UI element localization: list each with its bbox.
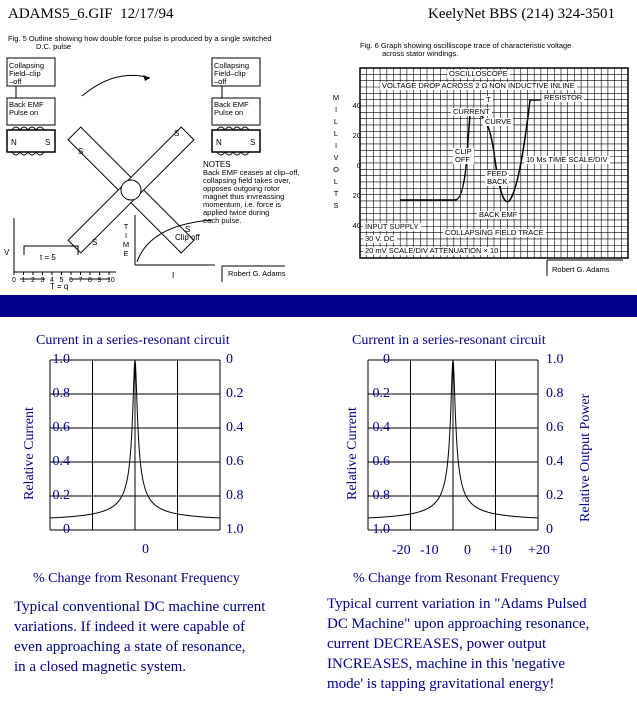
- osc-feedback-line: FEED: [487, 169, 508, 178]
- fig6-ytick-40a: 40: [352, 101, 361, 110]
- left-chart-right-tick: 0.6: [226, 454, 244, 469]
- left-chart-left-tick: 0.4: [52, 454, 70, 469]
- right-chart-right-tick: 0.2: [546, 488, 564, 503]
- left-label2-line: Back EMF: [9, 100, 44, 109]
- osc-current: CURRENT: [453, 107, 490, 116]
- right-chart-left-tick: 0.8: [372, 488, 390, 503]
- step-tick-label: 1: [21, 277, 26, 284]
- left-chart-xlabel: % Change from Resonant Frequency: [33, 571, 240, 586]
- right-text-line: DC Machine" upon approaching resonance,: [327, 616, 590, 632]
- right-chart-xtick: 0: [464, 543, 471, 558]
- rotor-pole-s-se: S: [185, 225, 191, 234]
- step-tick-label: 6: [69, 277, 73, 284]
- left-chart-right-tick: 0.8: [226, 488, 244, 503]
- fig6-ytick-20b: 20: [352, 191, 361, 200]
- bbs-phone: KeelyNet BBS (214) 324-3501: [428, 6, 616, 22]
- notes-title: NOTES: [203, 160, 231, 169]
- step-tick-label: 8: [88, 277, 92, 284]
- right-chart-ylabel-right: Relative Output Power: [578, 393, 593, 522]
- osc-curve: CURVE: [485, 117, 512, 126]
- right-text-line: INCREASES, machine in this 'negative: [327, 656, 566, 672]
- filename: [8, 6, 173, 23]
- osc-timescale: 10 Ms TIME SCALE/DIV: [526, 155, 608, 164]
- osc-voltage-drop: VOLTAGE DROP ACROSS 2 Ω NON INDUCTIVE INLINE: [382, 81, 575, 90]
- fig6-ytick-40b: 40: [352, 221, 361, 230]
- fig5-caption-line2: D.C. pulse: [36, 42, 72, 51]
- right-chart-xtick: -10: [420, 543, 439, 558]
- right-chart-title: Current in a series-resonant circuit: [352, 333, 546, 348]
- left-chart-xtick-0: 0: [142, 542, 149, 557]
- osc-input-supply: INPUT SUPPLY: [365, 222, 419, 231]
- notes-line: each pulse.: [203, 216, 242, 225]
- ylabel-letter: M: [332, 93, 340, 102]
- right-chart-xlabel: % Change from Resonant Frequency: [353, 571, 560, 586]
- ylabel-letter: I: [334, 141, 338, 150]
- left-pole-s: S: [45, 138, 51, 147]
- ylabel-letter: S: [333, 201, 339, 210]
- osc-clipoff-line: OFF: [455, 155, 470, 164]
- left-chart-text: [14, 597, 314, 677]
- ylabel-letter: T: [333, 189, 339, 198]
- ylabel-letter: V: [333, 153, 339, 162]
- left-chart-right-tick: 1.0: [226, 522, 244, 537]
- osc-title: OSCILLOSCOPE: [449, 69, 508, 78]
- left-chart-right-tick: 0.2: [226, 386, 244, 401]
- left-chart-title: Current in a series-resonant circuit: [36, 333, 230, 348]
- time-vertical-label: T I M E: [122, 222, 130, 258]
- right-chart-left-tick: 0.2: [372, 386, 390, 401]
- osc-feedback-line: BACK: [487, 177, 508, 186]
- step-tick-label: 0: [12, 277, 16, 284]
- right-chart-right-tick: 0.4: [546, 454, 564, 469]
- fig5-notes: [203, 161, 313, 225]
- step-graph-v: V: [4, 248, 10, 257]
- right-pole-n: N: [216, 138, 222, 147]
- osc-clipoff-line: CLIP: [455, 147, 472, 156]
- left-chart-left-tick: 0: [63, 522, 70, 537]
- notes-line: momentum, i.e. force is: [203, 200, 281, 209]
- left-backemf-label: [9, 101, 57, 117]
- right-backemf-label: [214, 101, 262, 117]
- left-label-line: –off: [9, 77, 22, 86]
- right-label2-line: Pulse on: [214, 108, 244, 117]
- ylabel-letter: L: [333, 177, 339, 186]
- right-chart-xtick: -20: [392, 543, 411, 558]
- rotor-hub: [121, 180, 141, 200]
- left-text-line: in a closed magnetic system.: [14, 659, 187, 675]
- right-text-line: mode' is tapping gravitational energy!: [327, 676, 555, 692]
- rotor-pole-s-nw: S: [78, 147, 84, 156]
- fig6-caption-line1: Fig. 6 Graph showing oscilliscope trace of characteristic voltage: [360, 41, 572, 50]
- left-chart-right-tick: 0.4: [226, 420, 244, 435]
- left-collapsing-label: [9, 62, 53, 86]
- notes-line: opposes outgoing rotor: [203, 184, 280, 193]
- step-graph-t-label: t = 5: [40, 253, 56, 262]
- right-chart-left-tick: 0.4: [372, 420, 390, 435]
- right-label-line: Field–clip: [214, 69, 246, 78]
- left-text-line: even approaching a state of resonance,: [14, 639, 246, 655]
- notes-line: applied twice during: [203, 208, 270, 217]
- rotor-pole-s-sw: S: [92, 238, 98, 247]
- fig5-caption-line1: Fig. 5 Outline showing how double force pulse is produced by a single switched: [8, 34, 272, 43]
- header-date: 12/17/94: [120, 6, 174, 22]
- ylabel-letter: O: [333, 165, 339, 174]
- fig6-ylabel: [332, 92, 340, 212]
- right-chart-left-tick: 0.6: [372, 454, 390, 469]
- ylabel-letter: I: [334, 105, 338, 114]
- right-text-line: current DECREASES, power output: [327, 636, 547, 652]
- right-chart-text: [327, 594, 635, 694]
- step-tick-label: 4: [50, 277, 54, 284]
- rotation-arrow: [82, 75, 150, 96]
- right-label2-line: Back EMF: [214, 100, 249, 109]
- header-filename: ADAMS5_6.GIF: [8, 6, 113, 22]
- right-chart-grid: [368, 360, 538, 530]
- time-graph-i: I: [172, 271, 175, 280]
- section-divider: [0, 295, 637, 317]
- ylabel-letter: L: [333, 117, 339, 126]
- notes-line: collapsing field takes over,: [203, 176, 291, 185]
- left-label2-line: Pulse on: [9, 108, 39, 117]
- rotor-pole-s-ne: S: [174, 129, 180, 138]
- right-chart-left-tick: 0: [383, 352, 390, 367]
- time-graph-clipoff: Clip off: [175, 233, 200, 242]
- step-graph-tq: T = q: [50, 282, 69, 291]
- right-label-line: Collapsing: [214, 61, 250, 70]
- step-tick-label: 2: [31, 277, 35, 284]
- left-label-line: Field–clip: [9, 69, 41, 78]
- rotation-arrowhead: [143, 75, 150, 81]
- left-chart-ylabel: Relative Current: [22, 407, 37, 500]
- notes-line: magnet thus invreassing: [203, 192, 285, 201]
- left-text-line: Typical conventional DC machine current: [14, 599, 266, 615]
- left-chart-grid: [50, 360, 220, 530]
- right-pole-s: S: [250, 138, 256, 147]
- fig6-author: Robert G. Adams: [552, 265, 610, 274]
- ylabel-letter: L: [333, 129, 339, 138]
- right-chart-left-tick: 1.0: [372, 522, 390, 537]
- step-tick-label: 5: [59, 277, 64, 284]
- step-tick-label: 3: [40, 277, 45, 284]
- fig6-caption: [360, 42, 630, 58]
- osc-scale: 20 mV SCALE/DIV ATTENUATION × 10: [365, 246, 499, 255]
- right-chart-right-tick: 0: [546, 522, 553, 537]
- right-chart-xtick: +20: [528, 543, 550, 558]
- fig5-caption: [8, 35, 318, 51]
- left-chart-left-tick: 0.2: [52, 488, 70, 503]
- osc-clipoff: [453, 148, 474, 164]
- osc-collapsing: COLLAPSING FIELD TRACE: [445, 228, 544, 237]
- osc-vdc: 30 V. DC: [365, 234, 395, 243]
- left-chart-left-tick: 0.8: [52, 386, 70, 401]
- right-chart-right-tick: 0.8: [546, 386, 564, 401]
- fig6-ytick-20a: 20: [352, 131, 361, 140]
- right-chart-right-tick: 1.0: [546, 352, 564, 367]
- right-collapsing-label: [214, 62, 258, 86]
- osc-backemf: BACK EMF: [479, 210, 518, 219]
- right-chart-xtick: +10: [490, 543, 512, 558]
- osc-t-label: T: [486, 95, 491, 104]
- left-text-line: variations. If indeed it were capable of: [14, 619, 246, 635]
- right-label-line: –off: [214, 77, 227, 86]
- left-chart-left-tick: 1.0: [52, 352, 70, 367]
- osc-feedback: [485, 170, 509, 186]
- fig6-ytick-0: 0: [356, 161, 361, 170]
- step-tick-label: 7: [78, 277, 83, 284]
- left-chart-left-tick: 0.6: [52, 420, 70, 435]
- left-pole-n: N: [11, 138, 17, 147]
- step-tick-label: 9: [97, 277, 102, 284]
- left-label-line: Collapsing: [9, 61, 45, 70]
- right-chart-right-tick: 0.6: [546, 420, 564, 435]
- fig6-caption-line2: across stator windings.: [382, 49, 459, 58]
- osc-resistor: RESISTOR: [544, 93, 583, 102]
- right-text-line: Typical current variation in "Adams Pulsed: [327, 596, 587, 612]
- fig5-author: Robert G. Adams: [228, 269, 286, 278]
- left-chart-right-tick: 0: [226, 352, 233, 367]
- step-tick-label: 10: [107, 277, 115, 284]
- notes-line: Back EMF ceases at clip–off,: [203, 168, 300, 177]
- right-chart-ylabel: Relative Current: [345, 407, 360, 500]
